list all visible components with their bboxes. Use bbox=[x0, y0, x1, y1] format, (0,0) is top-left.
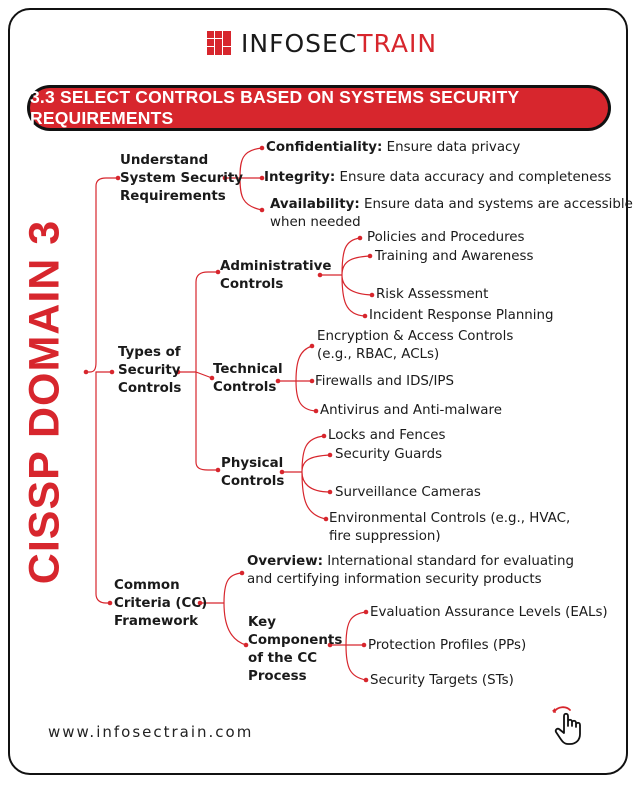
leaf-locks: Locks and Fences bbox=[328, 428, 446, 443]
node-understand-line: System Security bbox=[120, 171, 243, 186]
leaf-term: Integrity: bbox=[264, 170, 336, 185]
node-physical-line: Physical bbox=[221, 456, 284, 471]
leaf-line: Environmental Controls (e.g., HVAC, bbox=[329, 511, 571, 526]
leaf-desc: when needed bbox=[270, 215, 361, 230]
node-types-line: Controls bbox=[118, 381, 182, 396]
physical-branches bbox=[282, 436, 330, 519]
node-administrative-line: Administrative bbox=[220, 259, 332, 274]
technical-branches bbox=[278, 346, 316, 411]
node-key-components bbox=[248, 614, 342, 686]
brand-name-red: TRAIN bbox=[357, 28, 438, 58]
leaf-availability bbox=[270, 196, 633, 232]
leaf-line: (e.g., RBAC, ACLs) bbox=[317, 347, 440, 362]
leaf-confidentiality bbox=[266, 139, 520, 157]
leaf-desc: Ensure data privacy bbox=[386, 140, 521, 155]
pointer-hand-icon bbox=[548, 702, 592, 746]
node-kc-line: Key bbox=[248, 615, 276, 630]
leaf-training: Training and Awareness bbox=[375, 249, 534, 264]
node-cc-line: Framework bbox=[114, 614, 199, 629]
leaf-eals: Evaluation Assurance Levels (EALs) bbox=[370, 605, 608, 620]
brand-name-dark: INFOSEC bbox=[241, 28, 358, 58]
leaf-integrity bbox=[264, 169, 611, 187]
leaf-pps: Protection Profiles (PPs) bbox=[368, 638, 527, 653]
node-types bbox=[118, 344, 181, 398]
leaf-desc: Ensure data accuracy and completeness bbox=[339, 170, 612, 185]
leaf-term: Overview: bbox=[247, 554, 323, 569]
leaf-term: Availability: bbox=[270, 197, 360, 212]
footer-url[interactable]: www.infosectrain.com bbox=[48, 723, 254, 741]
node-cc-line: Criteria (CC) bbox=[114, 596, 208, 611]
node-administrative-line: Controls bbox=[220, 277, 284, 292]
leaf-desc: Ensure data and systems are accessible bbox=[363, 197, 633, 212]
leaf-sts: Security Targets (STs) bbox=[370, 673, 514, 688]
trunk-line bbox=[86, 178, 118, 372]
node-physical bbox=[221, 455, 284, 491]
leaf-line: fire suppression) bbox=[329, 529, 441, 544]
node-kc-line: of the CC bbox=[248, 651, 318, 666]
leaf-desc: International standard for evaluating bbox=[327, 554, 574, 569]
node-administrative bbox=[220, 258, 331, 294]
leaf-overview bbox=[247, 553, 574, 589]
page-title: 3.3 SELECT CONTROLS BASED ON SYSTEMS SECURITY REQUIREMENTS bbox=[30, 87, 520, 128]
leaf-antivirus: Antivirus and Anti-malware bbox=[320, 403, 502, 418]
node-physical-line: Controls bbox=[221, 474, 285, 489]
types-branches bbox=[178, 272, 218, 470]
leaf-incident-response: Incident Response Planning bbox=[369, 308, 554, 323]
leaf-desc: and certifying information security products bbox=[247, 572, 542, 587]
node-common-criteria bbox=[114, 577, 207, 631]
node-understand bbox=[120, 152, 243, 206]
leaf-cameras: Surveillance Cameras bbox=[335, 485, 481, 500]
node-types-line: Types of bbox=[118, 345, 181, 360]
trunk-line-lower bbox=[96, 372, 110, 603]
leaf-policies: Policies and Procedures bbox=[367, 230, 525, 245]
leaf-term: Confidentiality: bbox=[266, 140, 383, 155]
node-understand-line: Understand bbox=[120, 153, 209, 168]
leaf-firewalls: Firewalls and IDS/IPS bbox=[315, 374, 454, 389]
node-kc-line: Components bbox=[248, 633, 343, 648]
node-cc-line: Common bbox=[114, 578, 180, 593]
side-title-text: CISSP DOMAIN 3 bbox=[20, 219, 69, 585]
leaf-line: Encryption & Access Controls bbox=[317, 329, 514, 344]
node-types-line: Security bbox=[118, 363, 181, 378]
node-technical bbox=[213, 361, 283, 397]
node-understand-line: Requirements bbox=[120, 189, 226, 204]
node-kc-line: Process bbox=[248, 669, 307, 684]
node-technical-line: Controls bbox=[213, 380, 277, 395]
leaf-guards: Security Guards bbox=[335, 447, 443, 462]
node-technical-line: Technical bbox=[213, 362, 283, 377]
leaf-encryption bbox=[317, 328, 513, 364]
leaf-environmental bbox=[329, 510, 570, 546]
leaf-risk-assessment: Risk Assessment bbox=[376, 287, 489, 302]
